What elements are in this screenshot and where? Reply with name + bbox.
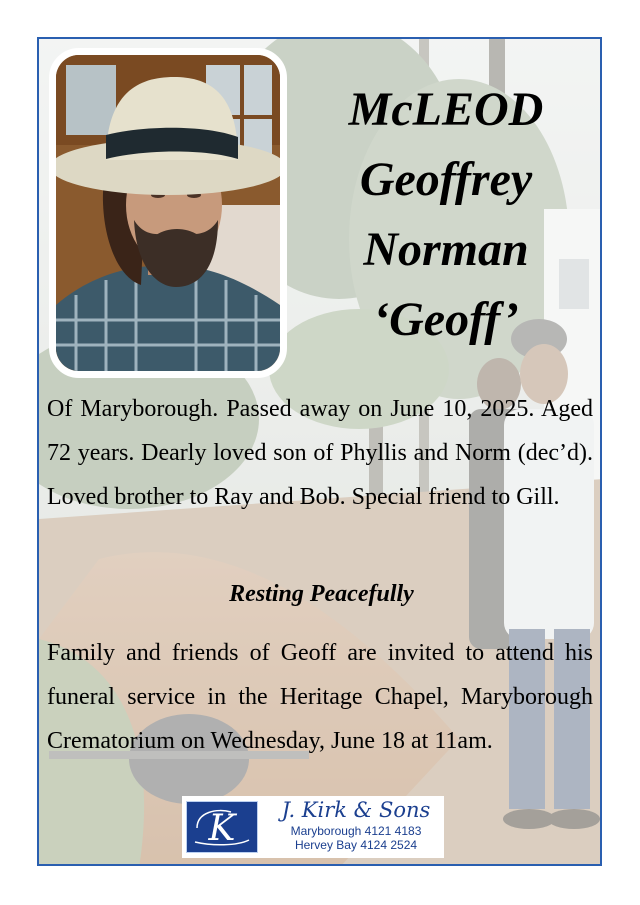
phone-number: 4124 2524 bbox=[360, 838, 418, 852]
logo-letter: K bbox=[208, 808, 236, 849]
intro-paragraph: Of Maryborough. Passed away on June 10, 2025. Aged 72 years. Dearly loved son of Phyllis and Norm (dec’d). Loved brother to Ray and Bob. Special friend to Gill. bbox=[47, 396, 593, 510]
phone-number: 4121 4183 bbox=[364, 824, 422, 838]
surname: McLEOD bbox=[348, 83, 544, 136]
deceased-name bbox=[311, 75, 581, 355]
given-name-first: Geoffrey bbox=[359, 153, 533, 206]
firm-name: J. Kirk & Sons bbox=[281, 798, 431, 822]
k-monogram bbox=[186, 801, 258, 853]
resting-line: Resting Peacefully bbox=[229, 581, 414, 607]
notice-frame bbox=[37, 37, 602, 866]
service-paragraph: Family and friends of Geoff are invited to attend his funeral service in the Heritage Chapel, Maryborough Crematorium on Wednesday, June 18 at 11am. bbox=[47, 640, 593, 754]
portrait-photo bbox=[49, 48, 287, 378]
given-name-middle: Norman bbox=[363, 223, 529, 276]
nickname: ‘Geoff’ bbox=[373, 293, 519, 346]
funeral-director-logo bbox=[182, 796, 444, 858]
phone-place: Maryborough bbox=[290, 824, 362, 838]
phone-line-hervey-bay bbox=[270, 838, 442, 853]
phone-line-maryborough bbox=[270, 824, 442, 839]
phone-place: Hervey Bay bbox=[294, 838, 357, 852]
